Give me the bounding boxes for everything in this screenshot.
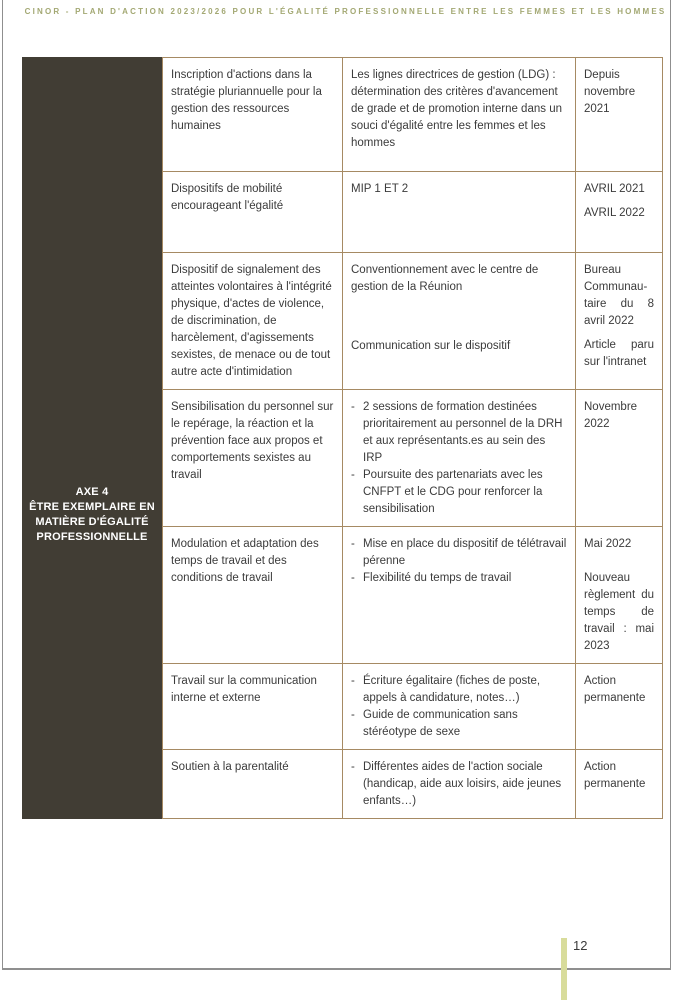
page-number: 12 <box>573 938 588 953</box>
bullet-text: Flexibilité du temps de travail <box>363 572 512 584</box>
table-row <box>163 171 662 252</box>
bullet-dash: - <box>351 709 355 721</box>
date-cell <box>575 664 662 749</box>
detail-text: Communication sur le dispositif <box>351 340 511 352</box>
bullet-text: Guide de communication sans stéréotype de sexe <box>363 709 518 738</box>
bullet-dash: - <box>351 572 355 584</box>
detail-cell <box>342 172 575 252</box>
action-text: Dispositifs de mobilité encourageant l'égalité <box>171 183 284 212</box>
bullet-dash: - <box>351 538 355 550</box>
date-text: Nouveau règlement du temps de travail : mai 2023 <box>584 572 654 652</box>
detail-text <box>351 399 567 467</box>
detail-cell <box>342 664 575 749</box>
bullet-dash: - <box>351 401 355 413</box>
detail-text: MIP 1 ET 2 <box>351 183 409 195</box>
table-row <box>163 663 662 749</box>
date-text: AVRIL 2021 <box>584 183 645 195</box>
action-text: Modulation et adaptation des temps de travail et des conditions de travail <box>171 538 319 584</box>
action-cell <box>163 664 342 749</box>
detail-cell <box>342 390 575 526</box>
date-text: Article paru sur l'intranet <box>584 339 654 368</box>
detail-text: Conventionnement avec le centre de gestion de la Réunion <box>351 264 539 293</box>
date-cell <box>575 390 662 526</box>
date-cell <box>575 253 662 389</box>
bullet-text: Mise en place du dispositif de télétravail pérenne <box>363 538 567 567</box>
action-cell <box>163 253 342 389</box>
action-text: Sensibilisation du personnel sur le repérage, la réaction et la prévention face aux propos et comportements sexistes au travail <box>171 401 334 481</box>
action-text: Dispositif de signalement des atteintes volontaires à l'intégrité physique, d'actes de violence, de discrimination, de harcèlement, d'agissements sexistes, de menace ou de tout autre acte d'intimidation <box>171 264 332 378</box>
bullet-dash: - <box>351 761 355 773</box>
detail-text: Les lignes directrices de gestion (LDG) : détermination des critères d'avancement de grade et de promotion interne dans un souci d'égalité entre les femmes et les hommes <box>351 69 562 149</box>
bullet-text: Écriture égalitaire (fiches de poste, appels à candidature, notes…) <box>363 675 541 704</box>
table-row <box>163 252 662 389</box>
action-cell <box>163 527 342 663</box>
detail-text <box>351 467 567 518</box>
date-text: AVRIL 2022 <box>584 207 645 219</box>
bullet-text: Différentes aides de l'action sociale (handicap, aide aux loisirs, aide jeunes enfants…) <box>363 761 562 807</box>
table-row <box>163 389 662 526</box>
table-body <box>162 57 663 819</box>
bullet-dash: - <box>351 469 355 481</box>
date-cell <box>575 750 662 818</box>
date-cell <box>575 527 662 663</box>
detail-cell <box>342 253 575 389</box>
detail-text <box>351 759 567 810</box>
table-row <box>163 526 662 663</box>
date-text: Action permanente <box>584 675 646 704</box>
action-cell <box>163 172 342 252</box>
detail-text <box>351 673 567 707</box>
date-text: Bureau Communau-taire du 8 avril 2022 <box>584 264 654 327</box>
detail-text <box>351 570 567 587</box>
date-text: Depuis novembre 2021 <box>584 69 636 115</box>
table-row <box>163 749 662 818</box>
action-cell <box>163 390 342 526</box>
action-cell <box>163 750 342 818</box>
date-text: Novembre 2022 <box>584 401 638 430</box>
axis-label <box>22 485 162 545</box>
detail-text <box>351 707 567 741</box>
page-accent-bar <box>561 938 567 1000</box>
axis-sidebar <box>22 57 162 819</box>
table-row <box>163 58 662 171</box>
action-text: Soutien à la parentalité <box>171 761 289 773</box>
document-header <box>0 7 691 16</box>
detail-cell <box>342 58 575 171</box>
action-text: Inscription d'actions dans la stratégie pluriannuelle pour la gestion des ressources humaines <box>171 69 322 132</box>
date-text: Mai 2022 <box>584 538 632 550</box>
detail-cell <box>342 527 575 663</box>
bullet-text: Poursuite des partenariats avec les CNFPT et le CDG pour renforcer la sensibilisation <box>363 469 543 515</box>
bullet-text: 2 sessions de formation destinées prioritairement au personnel de la DRH et aux représentants.es au sein des IRP <box>363 401 563 464</box>
date-cell <box>575 172 662 252</box>
date-cell <box>575 58 662 171</box>
axis-title: ÊTRE EXEMPLAIRE EN MATIÈRE D'ÉGALITÉ PROFESSIONNELLE <box>29 501 155 543</box>
detail-text <box>351 536 567 570</box>
axis-number: AXE 4 <box>75 486 109 498</box>
date-text: Action permanente <box>584 761 646 790</box>
document-title: CINOR - PLAN D'ACTION 2023/2026 POUR L'ÉGALITÉ PROFESSIONNELLE ENTRE LES FEMMES ET LES HOMMES <box>24 7 667 16</box>
bullet-dash: - <box>351 675 355 687</box>
action-plan-table <box>22 57 663 819</box>
action-cell <box>163 58 342 171</box>
detail-cell <box>342 750 575 818</box>
action-text: Travail sur la communication interne et externe <box>171 675 317 704</box>
